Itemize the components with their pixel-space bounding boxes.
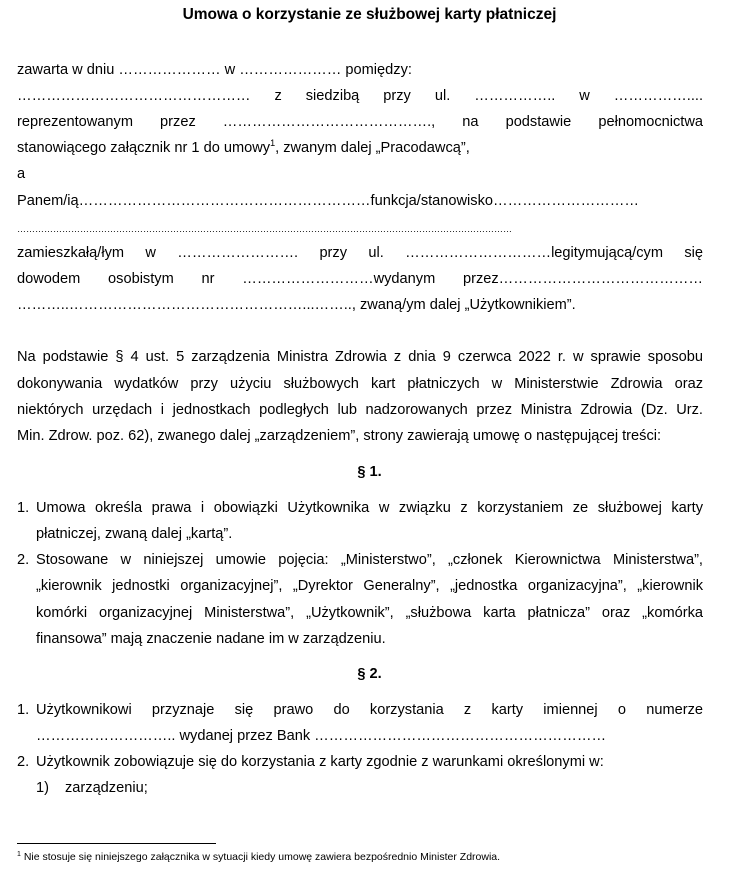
preamble-line-3: niektórych urzędach i jednostkach podległych lub nadzorowanych przez Ministra Zdrowia (Dz. Urz.: [17, 402, 703, 418]
footnote-separator: [17, 843, 216, 844]
preamble-line-2: dokonywania wydatków przy użyciu służbowych kart płatniczych w Ministerstwie Zdrowia oraz: [17, 376, 703, 392]
parties-line-2: ………………………………………… z siedzibą przy ul. …………….. w ……………....: [17, 88, 703, 104]
document-title: Umowa o korzystanie ze służbowej karty płatniczej: [182, 6, 557, 23]
parties-line-8: zamieszkałą/łym w ……………………. przy ul. …………………………legitymującą/cym się: [17, 245, 703, 261]
sec2-item-2-number: 2.: [17, 754, 30, 770]
preamble-line-4: Min. Zdrow. poz. 62), zwanego dalej „zarządzeniem”, strony zawierają umowę o następującej treści:: [17, 428, 662, 444]
sec2-subitem-1-text: zarządzeniu;: [65, 780, 148, 796]
parties-line-4: [17, 139, 703, 157]
sec2-item-1-line-2: ……………………….. wydanej przez Bank ……………………………………………………: [36, 728, 607, 744]
sec1-item-2-line-3: komórki organizacyjnej Ministerstwa”, „Użytkownik”, „służbowa karta płatnicza” oraz „komórka: [36, 605, 703, 621]
footnote-ref-1: 1: [270, 138, 276, 148]
parties-line-6: Panem/ią……………………………………………………funkcja/stanowisko…………………………: [17, 193, 639, 209]
parties-line-9: dowodem osobistym nr ………………………wydanym przez……………………………………: [17, 271, 703, 287]
footnote-number: 1: [17, 851, 21, 858]
preamble-line-1: Na podstawie § 4 ust. 5 zarządzenia Ministra Zdrowia z dnia 9 czerwca 2022 r. w sprawie sposobu: [17, 349, 703, 365]
parties-line-4-text: stanowiącego załącznik nr 1 do umowy: [17, 140, 271, 156]
sec1-item-2-number: 2.: [17, 552, 30, 568]
parties-line-5: a: [17, 166, 26, 182]
sec1-item-1-line-1: Umowa określa prawa i obowiązki Użytkownika w związku z korzystaniem ze służbowej karty: [36, 500, 703, 516]
sec2-subitem-1-number: 1): [36, 780, 49, 796]
sec1-item-2-line-1: Stosowane w niniejszej umowie pojęcia: „Ministerstwo”, „członek Kierownictwa Ministerstwa”,: [36, 552, 703, 568]
sec1-item-2-line-2: „kierownik jednostki organizacyjnej”, „Dyrektor Generalny”, „jednostka organizacyjna”, „kierownik: [36, 578, 703, 594]
sec1-item-2-line-4: finansowa” mają znaczenie nadane im w zarządzeniu.: [36, 631, 386, 647]
parties-line-1: zawarta w dniu ………………… w ………………… pomiędzy:: [17, 62, 412, 78]
sec2-item-1-number: 1.: [17, 702, 30, 718]
sec1-item-1-number: 1.: [17, 500, 30, 516]
footnote-text: Nie stosuje się niniejszego załącznika w sytuacji kiedy umowę zawiera bezpośrednio Minister Zdrowia.: [23, 851, 501, 863]
parties-line-7: …………………………………………………………………………………………………………………………………………………: [17, 224, 512, 234]
parties-line-10: ………..…………………………………………...…….., zwaną/ym dalej „Użytkownikiem”.: [17, 297, 576, 313]
sec2-item-2-line-1: Użytkownik zobowiązuje się do korzystania z karty zgodnie z warunkami określonymi w:: [36, 754, 604, 770]
parties-line-3: reprezentowanym przez ……………………………………., na podstawie pełnomocnictwa: [17, 114, 703, 130]
section-2-heading: § 2.: [357, 666, 382, 682]
sec2-item-1-line-1: Użytkownikowi przyznaje się prawo do korzystania z karty imiennej o numerze: [36, 702, 703, 718]
section-1-heading: § 1.: [357, 464, 382, 480]
parties-line-4-tail: , zwanym dalej „Pracodawcą”,: [275, 140, 470, 156]
footnote: [17, 851, 500, 863]
sec1-item-1-line-2: płatniczej, zwaną dalej „kartą”.: [36, 526, 233, 542]
